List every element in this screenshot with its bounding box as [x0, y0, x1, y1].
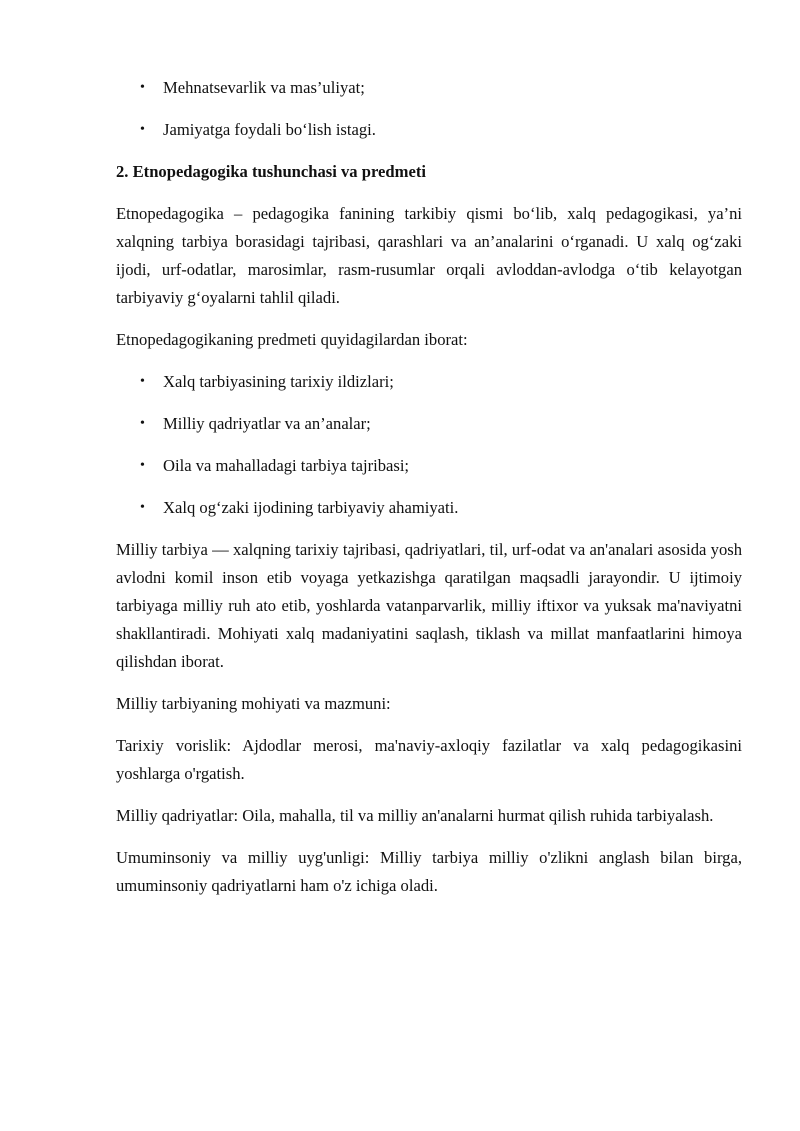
- paragraph-mohiyat-intro: Milliy tarbiyaning mohiyati va mazmuni:: [116, 694, 391, 713]
- bullet-icon: •: [140, 80, 145, 95]
- list-item: [116, 494, 742, 522]
- list-item-text: Jamiyatga foydali bo‘lish istagi.: [163, 120, 376, 139]
- list-item: [116, 452, 742, 480]
- list-item-text: Milliy qadriyatlar va an’analar;: [163, 414, 371, 433]
- paragraph-milliy-qadriyatlar: Milliy qadriyatlar: Oila, mahalla, til va milliy an'analarni hurmat qilish ruhida tarbiyalash.: [116, 806, 714, 825]
- list-item: [116, 74, 742, 102]
- paragraph-milliy-tarbiya: Milliy tarbiya — xalqning tarixiy tajribasi, qadriyatlari, til, urf-odat va an'analari asosida yosh avlodni komil inson etib voyaga yetkazishga qaratilgan maqsadli jarayondir. U ijtimoiy tarbiyaga milliy ruh ato etib, yoshlarda vatanparvarlik, milliy iftixor va yuksak ma'naviyatni shakllantiradi. Mohiyati xalq madaniyatini saqlash, tiklash va millat manfaatlarini himoya qilishdan iborat.: [116, 540, 742, 671]
- bullet-icon: •: [140, 416, 145, 431]
- document-page: [116, 74, 742, 914]
- list-item: [116, 410, 742, 438]
- list-item-text: Mehnatsevarlik va mas’uliyat;: [163, 78, 365, 97]
- list-item: [116, 368, 742, 396]
- list-item-text: Xalq tarbiyasining tarixiy ildizlari;: [163, 372, 394, 391]
- section-heading: 2. Etnopedagogika tushunchasi va predmeti: [116, 162, 426, 181]
- bullet-icon: •: [140, 500, 145, 515]
- bullet-list-top: [116, 74, 742, 144]
- bullet-icon: •: [140, 374, 145, 389]
- list-item-text: Oila va mahalladagi tarbiya tajribasi;: [163, 456, 410, 475]
- bullet-icon: •: [140, 458, 145, 473]
- list-item-text: Xalq og‘zaki ijodining tarbiyaviy ahamiyati.: [163, 498, 459, 517]
- bullet-icon: •: [140, 122, 145, 137]
- paragraph-definition: Etnopedagogika – pedagogika fanining tarkibiy qismi bo‘lib, xalq pedagogikasi, ya’ni xalqning tarbiya borasidagi tajribasi, qarashlari va an’analarini o‘rganadi. U xalq og‘zaki ijodi, urf-odatlar, marosimlar, rasm-rusumlar orqali avloddan-avlodga o‘tib kelayotgan tarbiyaviy g‘oyalarni tahlil qiladi.: [116, 204, 742, 307]
- paragraph-subject-intro: Etnopedagogikaning predmeti quyidagilardan iborat:: [116, 330, 468, 349]
- bullet-list-subject: [116, 368, 742, 522]
- paragraph-tarixiy-vorislik: Tarixiy vorislik: Ajdodlar merosi, ma'naviy-axloqiy fazilatlar va xalq pedagogikasini yoshlarga o'rgatish.: [116, 736, 742, 783]
- paragraph-umuminsoniy: Umuminsoniy va milliy uyg'unligi: Milliy tarbiya milliy o'zlikni anglash bilan birga, umuminsoniy qadriyatlarni ham o'z ichiga oladi.: [116, 848, 742, 895]
- list-item: [116, 116, 742, 144]
